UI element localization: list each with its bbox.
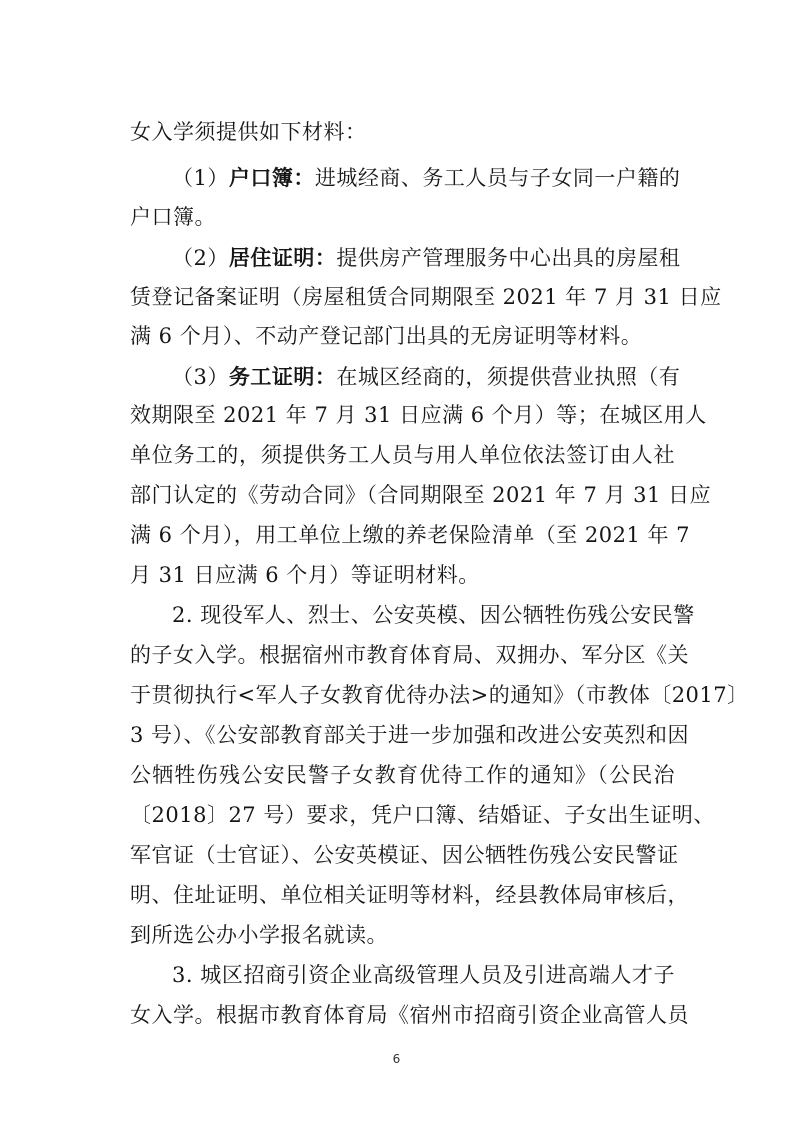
text-line: 女入学须提供如下材料： <box>130 120 367 144</box>
text-line: 于贯彻执行<军人子女教育优待办法>的通知》（市教体〔2017〕 <box>130 683 749 707</box>
text-line: 明、住址证明、单位相关证明等材料，经县教体局审核后， <box>130 883 689 907</box>
text-line: 公牺牲伤残公安民警子女教育优待工作的通知》（公民治 <box>130 763 675 787</box>
text-line: 户口簿。 <box>130 205 216 229</box>
text-line: 到所选公办小学报名就读。 <box>130 923 388 947</box>
text-line: 部门认定的《劳动合同》（合同期限至 2021 年 7 月 31 日应 <box>130 483 712 507</box>
paragraph-work-proof: （3）务工证明：在城区经商的，须提供营业执照（有 <box>172 364 681 389</box>
text-line: 月 31 日应满 6 个月）等证明材料。 <box>130 563 480 587</box>
term-residence-proof: 居住证明： <box>228 245 337 270</box>
text-line: 效期限至 2021 年 7 月 31 日应满 6 个月）等；在城区用人 <box>130 403 707 427</box>
text-line: 3 号）、《公安部教育部关于进一步加强和改进公安英烈和因 <box>130 723 690 747</box>
text-line: 女入学。根据市教育体育局《宿州市招商引资企业高管人员 <box>130 1003 689 1027</box>
text-line: 满 6 个月），用工单位上缴的养老保险清单（至 2021 年 7 <box>130 523 691 547</box>
paragraph-residence-proof: （2）居住证明：提供房产管理服务中心出具的房屋租 <box>172 245 681 270</box>
term-work-proof: 务工证明： <box>228 364 337 389</box>
text-line: 单位务工的，须提供务工人员与用人单位依法签订由人社 <box>130 443 675 467</box>
page-number: 6 <box>392 1052 401 1066</box>
paragraph-household-register: （1）户口簿：进城经商、务工人员与子女同一户籍的 <box>172 165 681 190</box>
text-line: 的子女入学。根据宿州市教育体育局、双拥办、军分区《关 <box>130 643 689 667</box>
text-line: 〔2018〕27 号）要求，凭户口簿、结婚证、子女出生证明、 <box>130 803 715 827</box>
paragraph-military-police: 2. 现役军人、烈士、公安英模、因公牺牲伤残公安民警 <box>172 603 695 627</box>
text-line: 赁登记备案证明（房屋租赁合同期限至 2021 年 7 月 31 日应 <box>130 285 722 309</box>
paragraph-investment-talent: 3. 城区招商引资企业高级管理人员及引进高端人才子 <box>172 963 675 987</box>
term-household-register: 户口簿： <box>228 165 315 190</box>
text-line: 军官证（士官证）、公安英模证、因公牺牲伤残公安民警证 <box>130 843 679 867</box>
text-line: 满 6 个月）、不动产登记部门出具的无房证明等材料。 <box>130 324 643 348</box>
